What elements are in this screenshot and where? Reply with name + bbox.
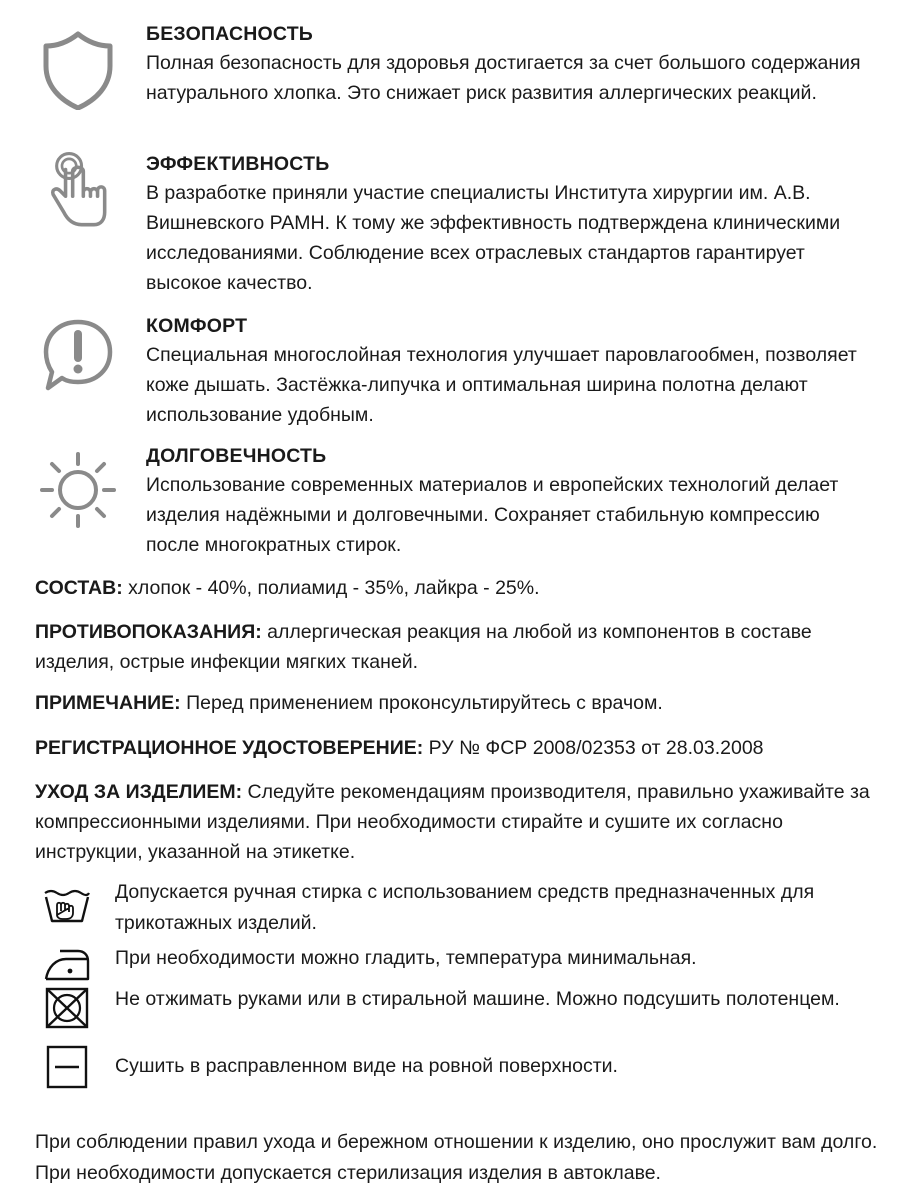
feature-body: Специальная многослойная технология улучшает паровлагообмен, позволяет коже дышать. Застёжка-липучка и оптимальная ширина полотна делают использование удобным. (146, 344, 857, 426)
contraindications-text: аллергическая реакция на любой из компонентов в составе изделия, острые инфекции мягких тканей. (35, 621, 812, 673)
registration-paragraph (35, 733, 875, 763)
shield-icon (38, 30, 118, 110)
footer-paragraph: При соблюдении правил ухода и бережном отношении к изделию, оно прослужит вам долго. При необходимости допускается стерилизация изделия в автоклаве. (35, 1131, 878, 1184)
registration-label: РЕГИСТРАЦИОННОЕ УДОСТОВЕРЕНИЕ: (35, 737, 424, 759)
hand-wash-icon (42, 881, 92, 925)
note-paragraph (35, 688, 875, 718)
note-text: Перед применением проконсультируйтесь с врачом. (180, 692, 663, 714)
care-text: Сушить в расправленном виде на ровной поверхности. (115, 1055, 618, 1077)
contraindications-label: ПРОТИВОПОКАЗАНИЯ: (35, 621, 262, 643)
care-intro-text: Следуйте рекомендациям производителя, правильно ухаживайте за компрессионными изделиями. При необходимости стирайте и сушите их согласно инструкции, указанной на этикетке. (35, 781, 870, 863)
feature-title: ЭФФЕКТИВНОСТЬ (146, 153, 330, 175)
feature-body: Полная безопасность для здоровья достигается за счет большого содержания натурального хлопка. Это снижает риск развития аллергических реакций. (146, 52, 861, 104)
composition-text: хлопок - 40%, полиамид - 35%, лайкра - 25%. (122, 577, 540, 599)
care-text: Допускается ручная стирка с использованием средств предназначенных для трикотажных изделий. (115, 881, 815, 934)
touch-hand-icon (38, 150, 118, 230)
contraindications-paragraph (35, 617, 875, 677)
feature-title: БЕЗОПАСНОСТЬ (146, 23, 314, 45)
composition-paragraph (35, 573, 875, 603)
feature-title: КОМФОРТ (146, 315, 248, 337)
dry-flat-icon (42, 1045, 92, 1089)
note-label: ПРИМЕЧАНИЕ: (35, 692, 181, 714)
feature-body: Использование современных материалов и европейских технологий делает изделия надёжными и долговечными. Сохраняет стабильную компрессию после многократных стирок. (146, 474, 839, 556)
feature-body: В разработке приняли участие специалисты Института хирургии им. А.В. Вишневского РАМН. К тому же эффективность подтверждена клиническими исследованиями. Соблюдение всех отраслевых стандартов гарантирует высокое качество. (146, 182, 841, 294)
feature-title: ДОЛГОВЕЧНОСТЬ (146, 445, 327, 467)
iron-icon (42, 943, 92, 987)
exclamation-bubble-icon (38, 316, 118, 396)
sun-icon (38, 450, 118, 530)
care-text: Не отжимать руками или в стиральной машине. Можно подсушить полотенцем. (115, 988, 840, 1010)
no-wring-icon (42, 986, 92, 1030)
care-intro-paragraph (35, 777, 875, 867)
composition-label: СОСТАВ: (35, 577, 123, 599)
care-text: При необходимости можно гладить, температура минимальная. (115, 947, 697, 969)
registration-text: РУ № ФСР 2008/02353 от 28.03.2008 (423, 737, 764, 759)
care-intro-label: УХОД ЗА ИЗДЕЛИЕМ: (35, 781, 243, 803)
